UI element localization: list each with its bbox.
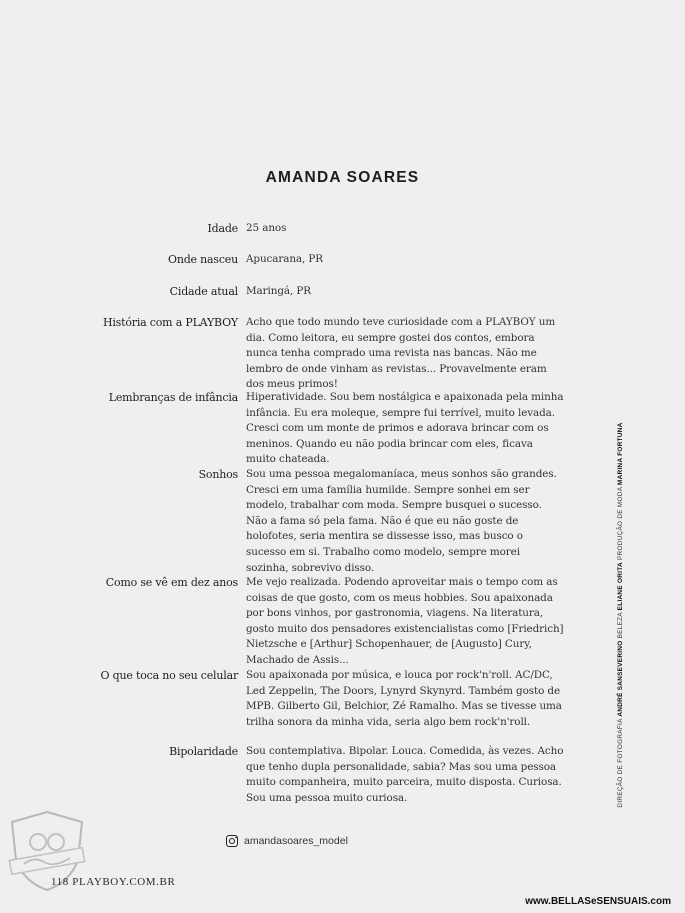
field-value: Hiperatividade. Sou bem nostálgica e apaixonada pela minha infância. Eu era moleque, sempre fui terrível, muito levada. Cresci com um monte de primos e adorava brincar com os meninos. Quando eu não podia brincar com eles, ficava muito chateada.	[246, 391, 564, 466]
instagram-handle	[226, 833, 348, 849]
field-value: Apucarana, PR	[246, 253, 324, 265]
credit-photo-name: ANDRÉ SANSEVERINO	[617, 640, 624, 717]
field-value: Maringá, PR	[246, 285, 311, 297]
instagram-icon	[226, 835, 238, 847]
field-label: O que toca no seu celular	[100, 669, 238, 682]
credit-beauty-name: ELIANE ORITA	[617, 562, 624, 611]
field-label: Onde nasceu	[168, 253, 238, 266]
instagram-handle-text: amandasoares_model	[244, 835, 348, 847]
field-label: Bipolaridade	[169, 745, 238, 758]
credit-fashion-name: MARINA FORTUNA	[617, 422, 624, 485]
credit-beauty-label: BELEZA	[617, 612, 624, 639]
field-label: Sonhos	[198, 468, 238, 481]
field-value: Me vejo realizada. Podendo aproveitar mais o tempo com as coisas de que gosto, com os meus hobbies. Sou apaixonada por bons vinhos, por gastronomia, viagens. Na literatura, gosto muito dos pensadores existencialistas como [Friedrich] Nietzsche e [Arthur] Schopenhauer, de [Augusto] Cury, Machado de Assis...	[246, 576, 564, 666]
photo-credits	[614, 379, 628, 851]
page-folio: 118 PLAYBOY.COM.BR	[51, 876, 176, 888]
field-value: Acho que todo mundo teve curiosidade com a PLAYBOY um dia. Como leitora, eu sempre gostei dos contos, embora nunca tenha comprado uma revista nas bancas. Não me lembro de onde vinham as revistas... Provavelmente eram dos meus primos!	[246, 316, 556, 391]
credit-fashion-label: PRODUÇÃO DE MODA	[617, 487, 624, 561]
field-label: Lembranças de infância	[108, 391, 238, 404]
page-title: AMANDA SOARES	[265, 169, 420, 186]
field-value: Sou apaixonada por música, e louca por rock'n'roll. AC/DC, Led Zeppelin, The Doors, Lynyrd Skynyrd. Também gosto de MPB. Gilberto Gil, Belchior, Zé Ramalho. Mas se tivesse uma trilha sonora da minha vida, seria algo bem rock'n'roll.	[246, 669, 562, 728]
field-label: Idade	[207, 222, 238, 235]
field-value: 25 anos	[246, 222, 287, 234]
field-value: Sou contemplativa. Bipolar. Louca. Comedida, às vezes. Acho que tenho dupla personalidade, sabia? Mas sou uma pessoa muito companheira, muito parceira, muito disposta. Curiosa. Sou uma pessoa muito curiosa.	[246, 745, 564, 804]
field-label: História com a PLAYBOY	[102, 316, 238, 329]
field-value: Sou uma pessoa megalomaníaca, meus sonhos são grandes. Cresci em uma família humilde. Sempre sonhei em ser modelo, trabalhar com moda. Sempre busquei o sucesso. Não a fama só pela fama. Não é que eu não goste de holofotes, seria mentira se dissesse isso, mas busco o sucesso em si. Trabalho como modelo, sempre morei sozinha, sobrevivo disso.	[246, 468, 557, 574]
credit-photo-label: DIREÇÃO DE FOTOGRAFIA	[617, 718, 624, 808]
field-label: Cidade atual	[169, 285, 238, 298]
field-label: Como se vê em dez anos	[105, 576, 238, 589]
watermark-url[interactable]: www.BELLASeSENSUAIS.com	[525, 896, 671, 907]
